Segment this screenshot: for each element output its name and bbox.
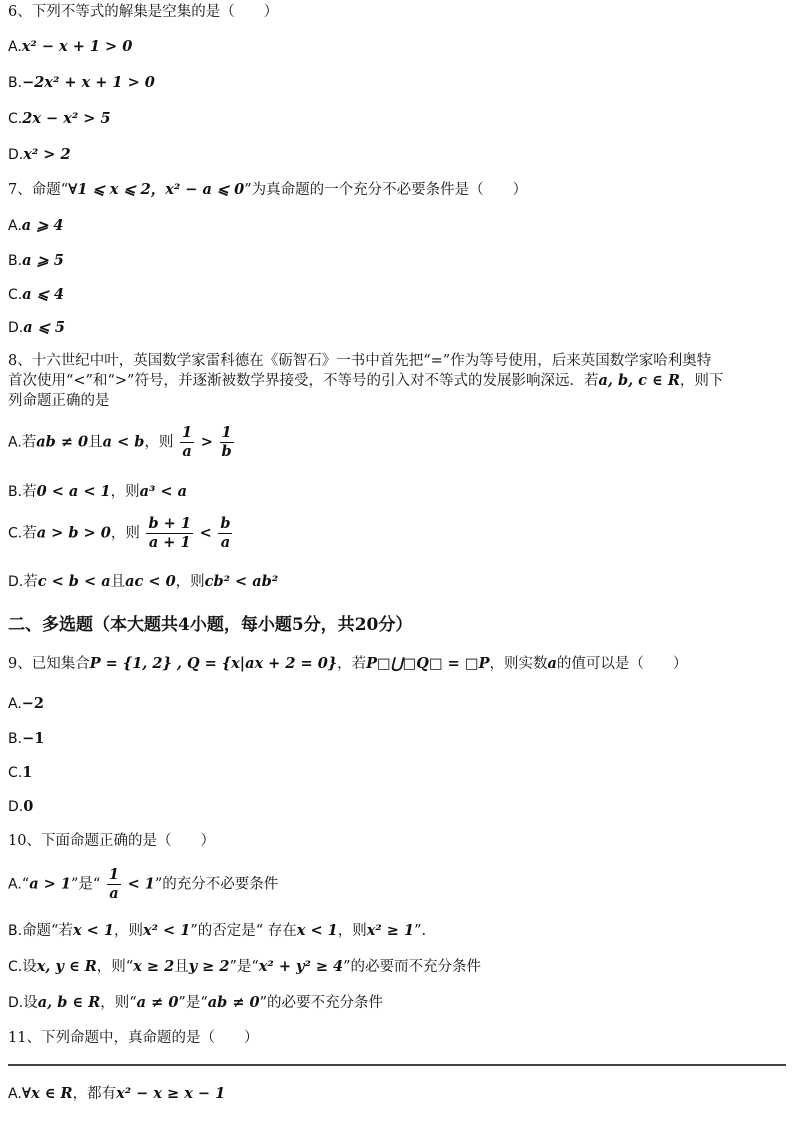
q9-stem: 9、已知集合P = {1, 2} , Q = {x|ax + 2 = 0}，若P□⋃□Q□ = □P，则实数a的值可以是（ ） [8, 655, 688, 672]
q7-option-b[interactable]: B.a ⩾ 5 [8, 252, 64, 269]
fraction: $\frac{b + 1}{a + 1}$ [148, 515, 191, 551]
q9-option-d[interactable]: D.0 [8, 798, 34, 815]
q7-option-d[interactable]: D.a ⩽ 5 [8, 319, 65, 336]
q8-stem-line1: 8、十六世纪中叶，英国数学家雷科德在《砺智石》一书中首先把“=”作为等号使用，后来英国数学家哈利奥特 [8, 353, 712, 369]
fraction: $\frac{1}{a}$ [182, 424, 193, 460]
q10-option-a[interactable]: A.“a > 1”是“ $\frac{1}{a}$ < 1”的充分不必要条件 [8, 866, 279, 902]
q10-stem: 10、下面命题正确的是（ ） [8, 833, 215, 849]
q10-option-d[interactable]: D.设a, b ∈ R，则“a ≠ 0”是“ab ≠ 0”的必要不充分条件 [8, 994, 384, 1011]
q7-option-a[interactable]: A.a ⩾ 4 [8, 217, 64, 234]
q8-option-a[interactable]: A.若ab ≠ 0且a < b，则 $\frac{1}{a}$ > $\frac{1}{b}$ [8, 424, 232, 460]
q11-option-a[interactable]: A.∀x ∈ R，都有x² − x ≥ x − 1 [8, 1085, 226, 1102]
q7-stem: 7、命题“∀1 ⩽ x ⩽ 2，x² − a ⩽ 0”为真命题的一个充分不必要条件是（ ） [8, 181, 528, 198]
q8-stem-line3: 列命题正确的是 [8, 393, 110, 409]
q8-option-b[interactable]: B.若0 < a < 1，则a³ < a [8, 483, 188, 500]
q8-option-d[interactable]: D.若c < b < a且ac < 0，则cb² < ab² [8, 573, 279, 590]
q9-option-a[interactable]: A.−2 [8, 695, 45, 712]
q6-option-b[interactable]: B.−2x² + x + 1 > 0 [8, 74, 155, 91]
fraction: $\frac{b}{a}$ [220, 515, 231, 551]
q9-option-c[interactable]: C.1 [8, 764, 33, 781]
q11-stem: 11、下列命题中，真命题的是（ ） [8, 1030, 259, 1046]
fraction: $\frac{1}{b}$ [221, 424, 232, 460]
q6-option-c[interactable]: C.2x − x² > 5 [8, 110, 111, 127]
q6-option-a[interactable]: A.x² − x + 1 > 0 [8, 38, 133, 55]
divider [8, 1064, 786, 1066]
fraction: $\frac{1}{a}$ [108, 866, 119, 902]
section-title: 二、多选题（本大题共4小题，每小题5分，共20分） [8, 615, 413, 635]
q10-option-c[interactable]: C.设x, y ∈ R，则“x ≥ 2且y ≥ 2”是“x² + y² ≥ 4”的必要而不充分条件 [8, 958, 482, 975]
q6-option-d[interactable]: D.x² > 2 [8, 146, 71, 163]
q10-option-b[interactable]: B.命题“若x < 1，则x² < 1”的否定是“ 存在x < 1，则x² ≥ 1”. [8, 922, 427, 939]
q9-option-b[interactable]: B.−1 [8, 730, 45, 747]
q8-option-c[interactable]: C.若a > b > 0，则 $\frac{b + 1}{a + 1}$ < $\frac{b}{a}$ [8, 515, 231, 551]
q8-stem-line2: 首次使用“<”和“>”符号，并逐渐被数学界接受，不等号的引入对不等式的发展影响深远．若a, b, c ∈ R，则下 [8, 372, 724, 389]
q6-stem: 6、下列不等式的解集是空集的是（ ） [8, 4, 279, 20]
q7-option-c[interactable]: C.a ⩽ 4 [8, 286, 64, 303]
